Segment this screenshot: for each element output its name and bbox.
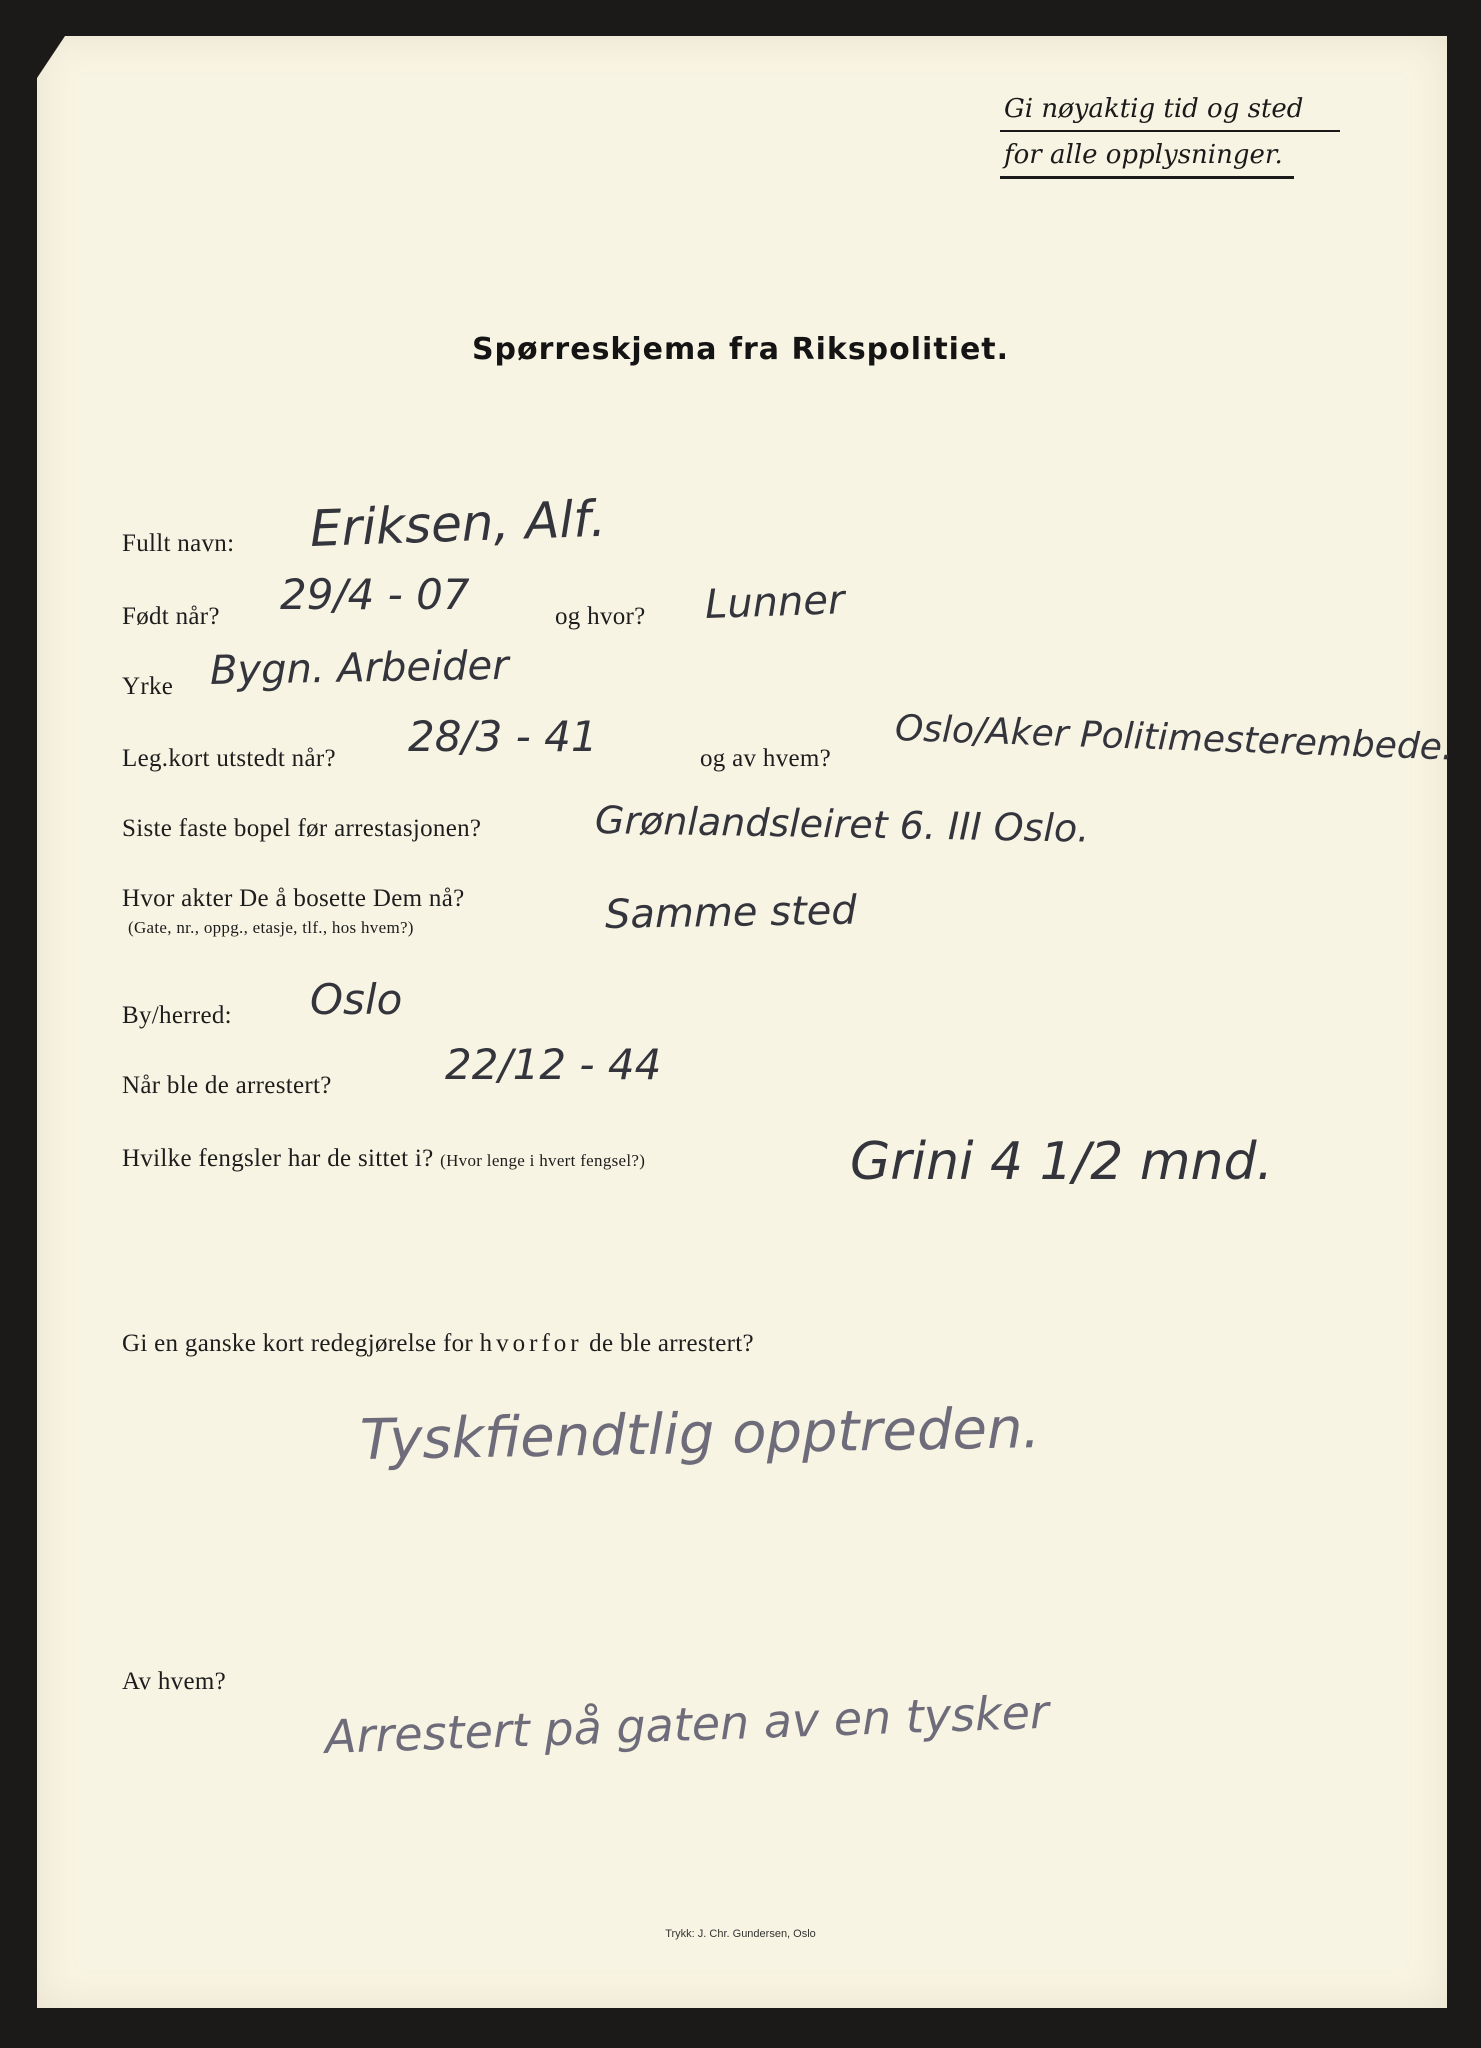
instruction-box — [1000, 92, 1340, 185]
instruction-line-1: Gi nøyaktig tid og sted — [1000, 92, 1340, 132]
born-when-value: 29/4 - 07 — [280, 570, 470, 619]
born-where-label: og hvor? — [555, 603, 646, 630]
occupation-label: Yrke — [122, 673, 174, 700]
arrested-by-label: Av hvem? — [122, 1668, 226, 1695]
prisons-hint: (Hvor lenge i hvert fengsel?) — [440, 1151, 646, 1170]
reason-label — [122, 1330, 754, 1358]
reason-label-end: de ble arrestert? — [589, 1330, 754, 1357]
prisons-value: Grini 4 1/2 mnd. — [850, 1132, 1274, 1192]
id-card-when-label: Leg.kort utstedt når? — [122, 745, 336, 772]
prisons-label-text: Hvilke fengsler har de sittet i? — [122, 1145, 434, 1172]
future-address-value: Samme sted — [604, 887, 858, 938]
printer-mark: Trykk: J. Chr. Gundersen, Oslo — [665, 1928, 816, 1940]
born-when-label: Født når? — [122, 603, 220, 630]
occupation-value: Bygn. Arbeider — [209, 642, 510, 694]
reason-value: Tyskfiendtlig opptreden. — [359, 1396, 1041, 1473]
future-address-hint: (Gate, nr., oppg., etasje, tlf., hos hvem?) — [128, 918, 414, 937]
arrest-date-label: Når ble de arrestert? — [122, 1072, 332, 1099]
id-card-by-value: Oslo/Aker Politimesterembede. — [894, 708, 1455, 769]
prisons-label — [122, 1145, 645, 1173]
arrest-date-value: 22/12 - 44 — [445, 1040, 662, 1089]
reason-label-start: Gi en ganske kort redegjørelse for — [122, 1330, 474, 1357]
municipality-label: By/herred: — [122, 1002, 232, 1029]
last-address-value: Grønlandsleiret 6. III Oslo. — [594, 798, 1090, 851]
id-card-when-value: 28/3 - 41 — [408, 712, 598, 761]
municipality-value: Oslo — [310, 975, 403, 1024]
last-address-label: Siste faste bopel før arrestasjonen? — [122, 815, 482, 842]
reason-label-spaced: hvorfor — [479, 1330, 583, 1357]
full-name-label: Fullt navn: — [122, 530, 235, 557]
id-card-by-label: og av hvem? — [700, 745, 832, 772]
arrested-by-value: Arrestert på gaten av en tysker — [324, 1684, 1050, 1764]
torn-corner — [37, 36, 65, 78]
future-address-label: Hvor akter De å bosette Dem nå? — [122, 885, 465, 912]
full-name-value: Eriksen, Alf. — [308, 489, 607, 558]
form-title: Spørreskjema fra Rikspolitiet. — [471, 332, 1010, 367]
born-where-value: Lunner — [704, 577, 846, 628]
instruction-line-2: for alle opplysninger. — [1000, 138, 1294, 179]
